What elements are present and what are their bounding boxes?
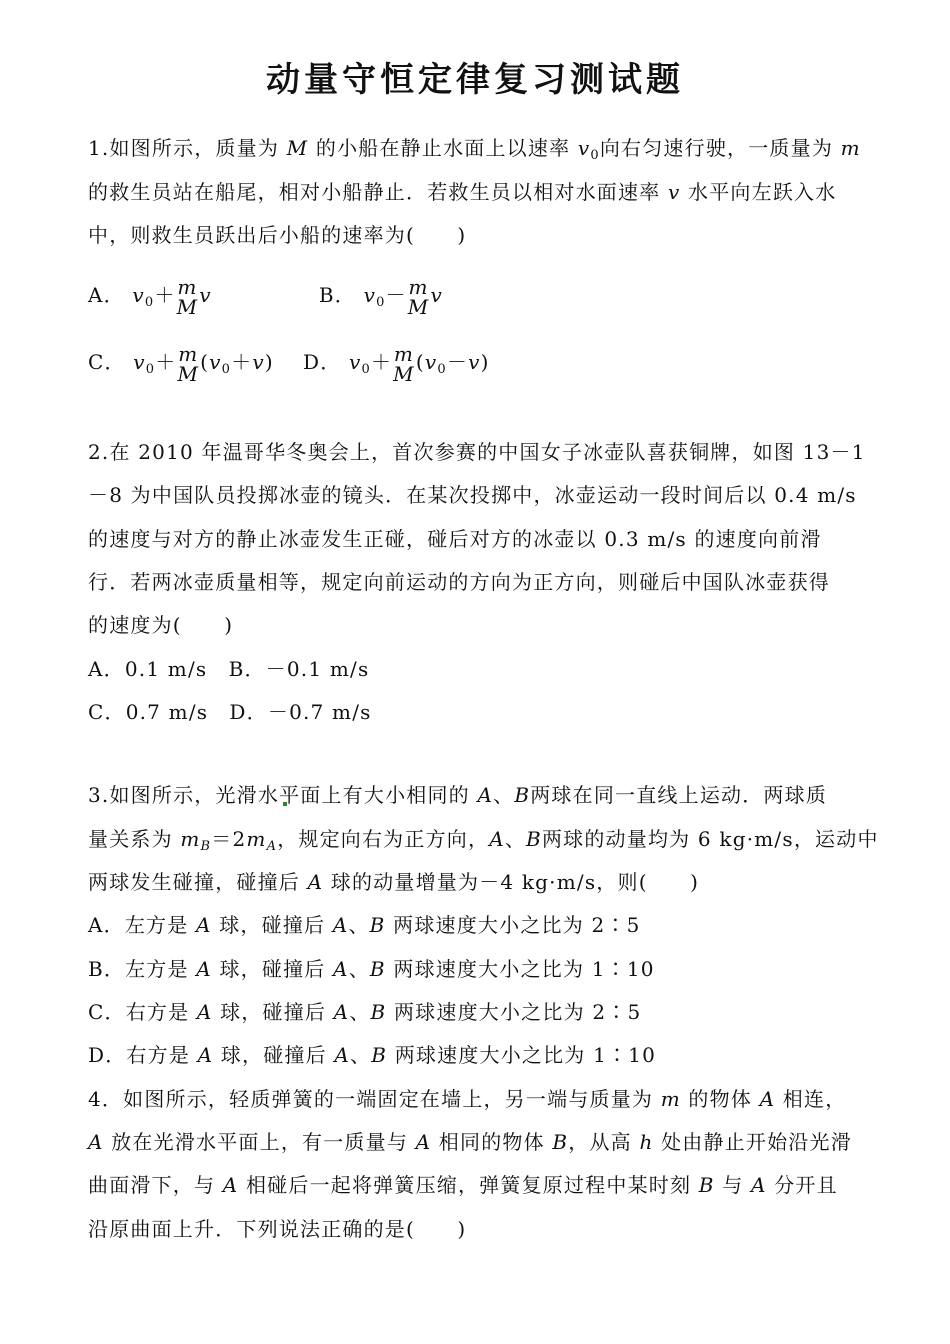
page-title: 动量守恒定律复习测试题 xyxy=(266,60,684,100)
q3-line-2: 量关系为 $m_B=2m_A$，规定向右为正方向，A、B两球的动量均为 6 kg·m/s，运动中 xyxy=(88,827,879,854)
q1-line-1: 1.如图所示，质量为 M 的小船在静止水面上以速率 $v_0$向右匀速行驶，一质量为 m xyxy=(88,136,861,163)
q4-line-4: 沿原曲面上升．下列说法正确的是( ) xyxy=(88,1217,467,1241)
q2-line-4: 行．若两冰壶质量相等，规定向前运动的方向为正方向，则碰后中国队冰壶获得 xyxy=(88,570,830,594)
q1-option-a: A． $v_0+$ m M v xyxy=(88,274,212,319)
q2-options-cd: C．0.7 m/s D．－0.7 m/s xyxy=(88,700,372,724)
q2-line-1: 2.在 2010 年温哥华冬奥会上，首次参赛的中国女子冰壶队喜获铜牌，如图 13－1 xyxy=(88,440,866,464)
q1-options-ab xyxy=(88,275,868,317)
q1-line-3: 中，则救生员跃出后小船的速率为( ) xyxy=(88,223,467,247)
q3-option-c: C．右方是 A 球，碰撞后 A、B 两球速度大小之比为 2∶5 xyxy=(88,1000,642,1024)
q2-line-5: 的速度为( ) xyxy=(88,613,234,637)
q1-line-2: 的救生员站在船尾，相对小船静止．若救生员以相对水面速率 v 水平向左跃入水 xyxy=(88,180,837,204)
fraction-m-over-M: m M xyxy=(407,274,430,319)
q4-line-2: A 放在光滑水平面上，有一质量与 A 相同的物体 B，从高 h 处由静止开始沿光滑 xyxy=(88,1130,852,1154)
fraction-m-over-M: m M xyxy=(177,341,200,386)
q1-option-c: C． $v_0+$ m M $(v_0+v)$ xyxy=(88,341,274,386)
fraction-m-over-M: m M xyxy=(176,274,199,319)
q3-option-a: A．左方是 A 球，碰撞后 A、B 两球速度大小之比为 2∶5 xyxy=(88,913,641,937)
q1-options-cd xyxy=(88,342,868,384)
q3-option-b: B．左方是 A 球，碰撞后 A、B 两球速度大小之比为 1∶10 xyxy=(88,957,655,981)
q3-line-1: 3.如图所示，光滑水平面上有大小相同的 A、B两球在同一直线上运动．两球质 xyxy=(88,783,828,807)
fraction-m-over-M: m M xyxy=(393,341,415,386)
q3-line-3: 两球发生碰撞，碰撞后 A 球的动量增量为－4 kg·m/s，则( ) xyxy=(88,870,700,894)
q3-option-d: D．右方是 A 球，碰撞后 A、B 两球速度大小之比为 1∶10 xyxy=(88,1043,657,1067)
q2-options-ab: A．0.1 m/s B．－0.1 m/s xyxy=(88,657,370,681)
q4-line-3: 曲面滑下，与 A 相碰后一起将弹簧压缩，弹簧复原过程中某时刻 B 与 A 分开且 xyxy=(88,1173,838,1197)
q4-line-1: 4．如图所示，轻质弹簧的一端固定在墙上，另一端与质量为 m 的物体 A 相连， xyxy=(88,1087,847,1111)
q1-option-b: B． $v_0-$ m M v xyxy=(318,274,443,319)
q1-option-d: D． $v_0+$ m M $(v_0-v)$ xyxy=(302,341,490,386)
q2-line-2: －8 为中国队员投掷冰壶的镜头．在某次投掷中，冰壶运动一段时间后以 0.4 m/s xyxy=(88,483,857,507)
q2-line-3: 的速度与对方的静止冰壶发生正碰，碰后对方的冰壶以 0.3 m/s 的速度向前滑 xyxy=(88,527,822,551)
